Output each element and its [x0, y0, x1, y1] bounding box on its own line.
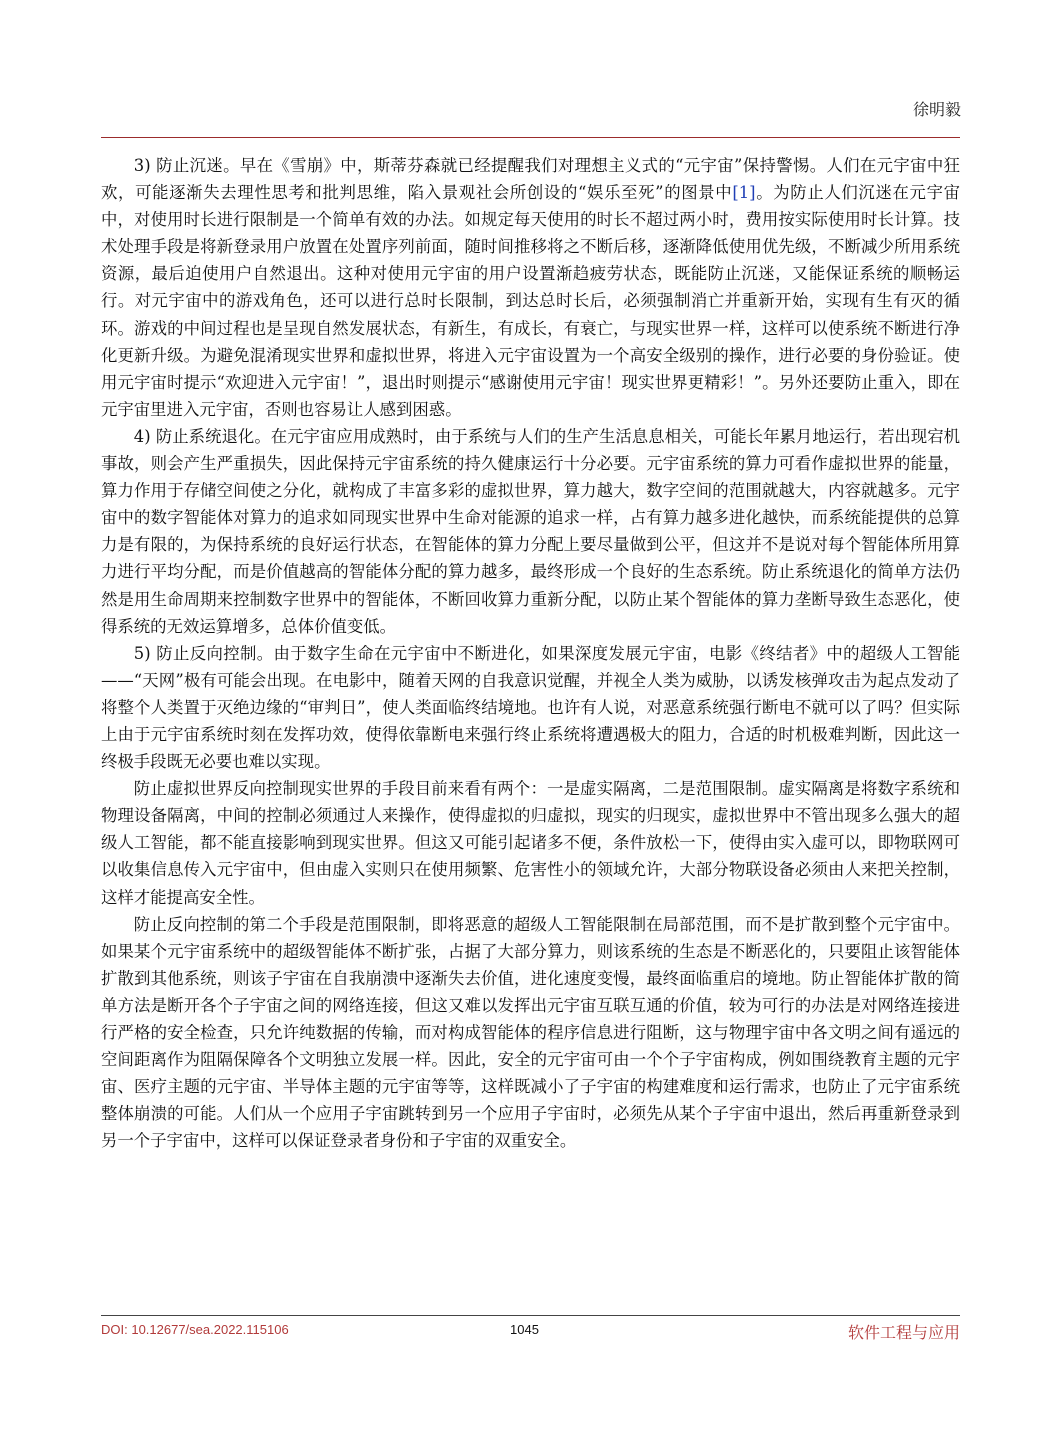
citation-link[interactable]: [1] — [732, 183, 756, 203]
paragraph-prevent-degradation: 4) 防止系统退化。在元宇宙应用成熟时，由于系统与人们的生产生活息息相关，可能长年累月地运行，若出现宕机事故，则会产生严重损失，因此保持元宇宙系统的持久健康运行十分必要。元宇宙系统的算力可看作虚拟世界的能量，算力作用于存储空间使之分化，就构成了丰富多彩的虚拟世界，算力越大，数字空间的范围就越大，内容就越多。元宇宙中的数字智能体对算力的追求如同现实世界中生命对能源的追求一样，占有算力越多进化越快，而系统能提供的总算力是有限的，为保持系统的良好运行状态，在智能体的算力分配上要尽量做到公平，但这并不是说对每个智能体所用算力进行平均分配，而是价值越高的智能体分配的算力越多，最终形成一个良好的生态系统。防止系统退化的简单方法仍然是用生命周期来控制数字世界中的智能体，不断回收算力重新分配，以防止某个智能体的算力垄断导致生态恶化，使得系统的无效运算增多，总体价值变低。 — [101, 426, 960, 636]
paragraph-text: 3) 防止沉迷。早在《雪崩》中，斯蒂芬森就已经提醒我们对理想主义式的“元宇宙”保持警惕。人们在元宇宙中狂欢，可能逐渐失去理性思考和批判思维，陷入景观社会所创设的“娱乐至死”的图景中 — [101, 156, 960, 203]
article-body — [101, 152, 960, 1154]
paragraph-virtual-isolation: 防止虚拟世界反向控制现实世界的手段目前来看有两个：一是虚实隔离，二是范围限制。虚实隔离是将数字系统和物理设备隔离，中间的控制必须通过人来操作，使得虚拟的归虚拟，现实的归现实，虚拟世界中不管出现多么强大的超级人工智能，都不能直接影响到现实世界。但这又可能引起诸多不便，条件放松一下，使得由实入虚可以，即物联网可以收集信息传入元宇宙中，但由虚入实则只在使用频繁、危害性小的领域允许，大部分物联设备必须由人来把关控制，这样才能提高安全性。 — [101, 779, 960, 907]
paragraph-prevent-addiction — [101, 152, 960, 423]
header-rule — [101, 137, 960, 138]
page-number: 1045 — [510, 1322, 539, 1337]
footer-rule — [101, 1315, 960, 1316]
running-header-author: 徐明毅 — [912, 100, 961, 119]
page-footer — [101, 1322, 960, 1344]
paragraph-prevent-reverse-control: 5) 防止反向控制。由于数字生命在元宇宙中不断进化，如果深度发展元宇宙，电影《终结者》中的超级人工智能——“天网”极有可能会出现。在电影中，随着天网的自我意识觉醒，并视全人类为威胁，以诱发核弹攻击为起点发动了将整个人类置于灭绝边缘的“审判日”，使人类面临终结境地。也许有人说，对恶意系统强行断电不就可以了吗？但实际上由于元宇宙系统时刻在发挥功效，使得依靠断电来强行终止系统将遭遇极大的阻力，合适的时机极难判断，因此这一终极手段既无必要也难以实现。 — [101, 643, 960, 772]
doi-link[interactable]: DOI: 10.12677/sea.2022.115106 — [101, 1322, 289, 1337]
paragraph-text: 。为防止人们沉迷在元宇宙中，对使用时长进行限制是一个简单有效的办法。如规定每天使用的时长不超过两小时，费用按实际使用时长计算。技术处理手段是将新登录用户放置在处置序列前面，随时间推移将之不断后移，逐渐降低使用优先级，不断减少所用系统资源，最后迫使用户自然退出。这种对使用元宇宙的用户设置渐趋疲劳状态，既能防止沉迷，又能保证系统的顺畅运行。对元宇宙中的游戏角色，还可以进行总时长限制，到达总时长后，必须强制消亡并重新开始，实现有生有灭的循环。游戏的中间过程也是呈现自然发展状态，有新生，有成长，有衰亡，与现实世界一样，这样可以使系统不断进行净化更新升级。为避免混淆现实世界和虚拟世界，将进入元宇宙设置为一个高安全级别的操作，进行必要的身份验证。使用元宇宙时提示“欢迎进入元宇宙！”，退出时则提示“感谢使用元宇宙！现实世界更精彩！”。另外还要防止重入，即在元宇宙里进入元宇宙，否则也容易让人感到困惑。 — [101, 183, 960, 419]
journal-name: 软件工程与应用 — [847, 1323, 960, 1342]
paragraph-scope-limitation: 防止反向控制的第二个手段是范围限制，即将恶意的超级人工智能限制在局部范围，而不是扩散到整个元宇宙中。如果某个元宇宙系统中的超级智能体不断扩张，占据了大部分算力，则该系统的生态是不断恶化的，只要阻止该智能体扩散到其他系统，则该子宇宙在自我崩溃中逐渐失去价值，进化速度变慢，最终面临重启的境地。防止智能体扩散的简单方法是断开各个子宇宙之间的网络连接，但这又难以发挥出元宇宙互联互通的价值，较为可行的办法是对网络连接进行严格的安全检查，只允许纯数据的传输，而对构成智能体的程序信息进行阻断，这与物理宇宙中各文明之间有遥远的空间距离作为阻隔保障各个文明独立发展一样。因此，安全的元宇宙可由一个个子宇宙构成，例如围绕教育主题的元宇宙、医疗主题的元宇宙、半导体主题的元宇宙等等，这样既减小了子宇宙的构建难度和运行需求，也防止了元宇宙系统整体崩溃的可能。人们从一个应用子宇宙跳转到另一个应用子宇宙时，必须先从某个子宇宙中退出，然后再重新登录到另一个子宇宙中，这样可以保证登录者身份和子宇宙的双重安全。 — [101, 914, 960, 1151]
